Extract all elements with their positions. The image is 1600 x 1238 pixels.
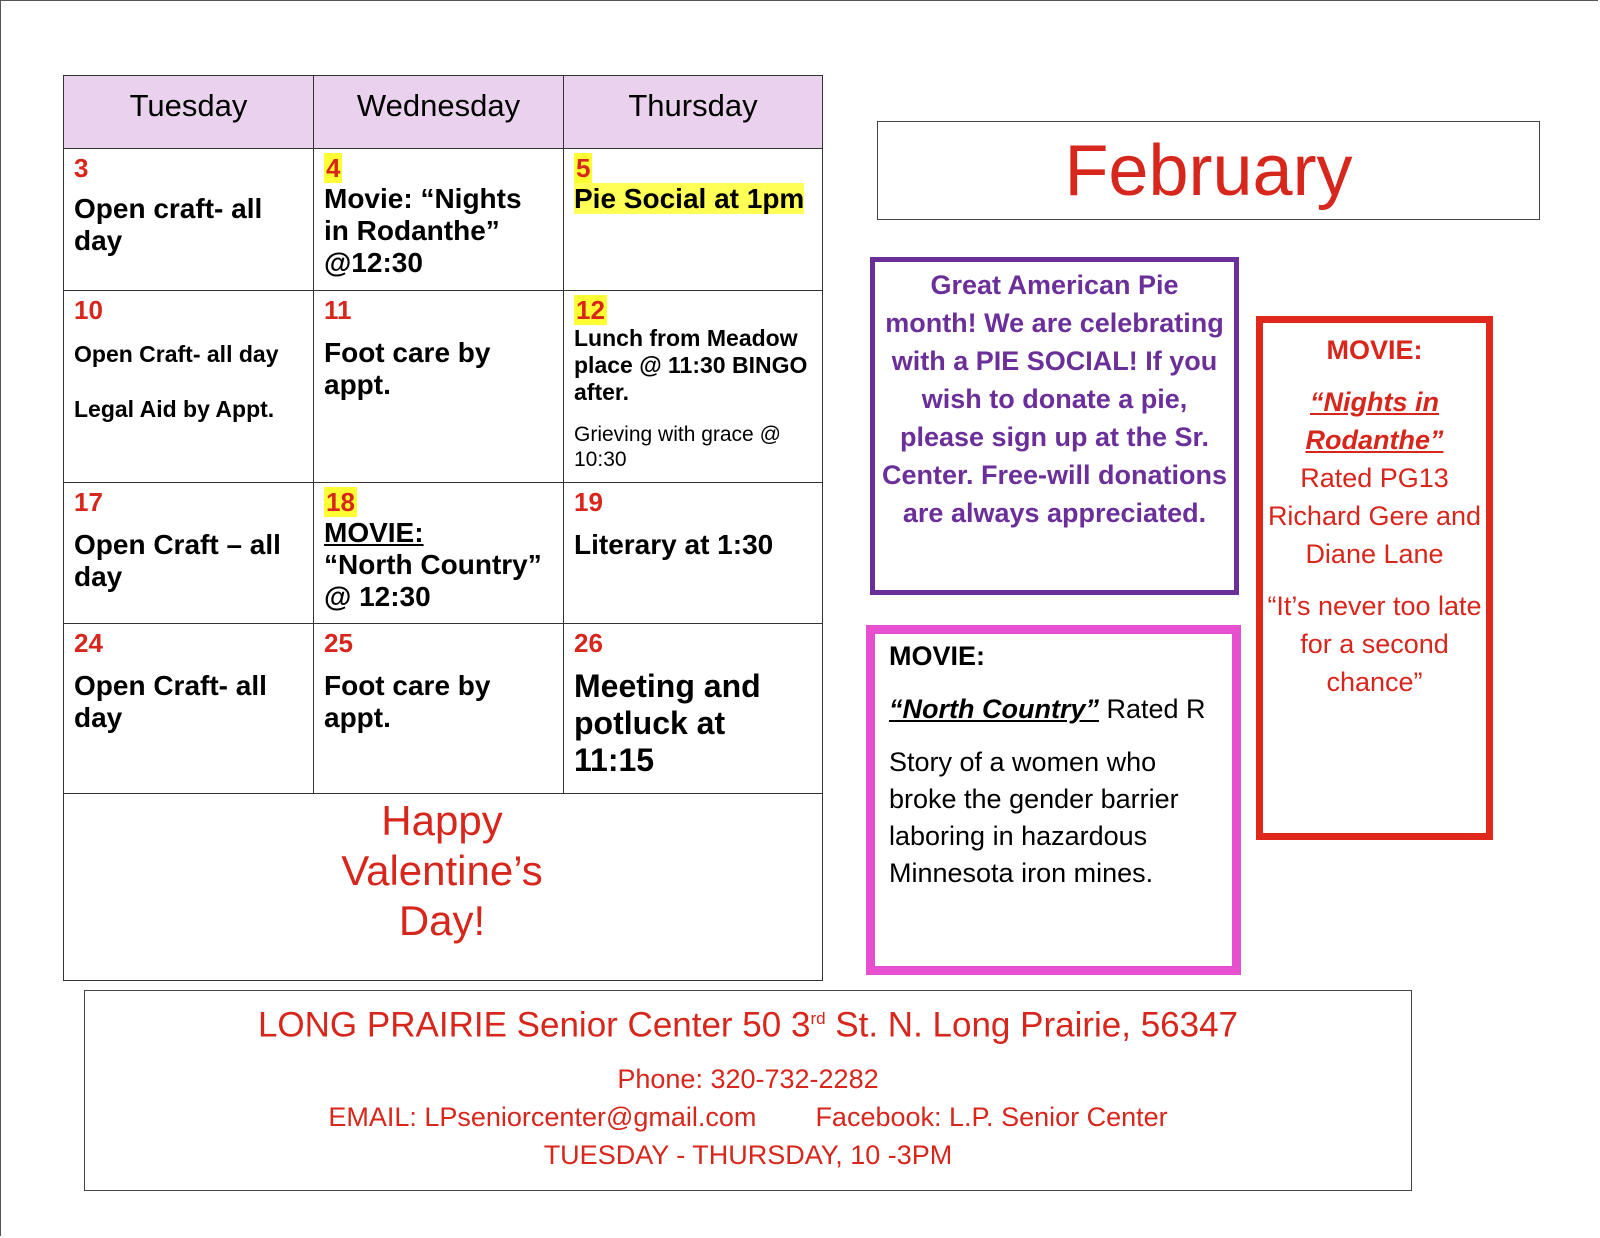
phone-line: Phone: 320-732-2282 xyxy=(617,1063,879,1094)
movie-label: MOVIE: xyxy=(889,641,986,671)
valentine-message: Happy Valentine’s Day! xyxy=(341,797,543,944)
movie-quote: “It’s never too late for a second chance” xyxy=(1267,591,1482,697)
hours-line: TUESDAY - THURSDAY, 10 -3PM xyxy=(543,1139,953,1170)
event-text: Movie: “Nights in Rodanthe” @12:30 xyxy=(324,183,522,278)
contact-footer xyxy=(84,990,1412,1191)
day-number: 24 xyxy=(74,628,103,658)
day-number: 12 xyxy=(576,295,605,325)
event-text: Lunch from Meadow place @ 11:30 BINGO after. xyxy=(574,325,808,405)
calendar-header-row xyxy=(64,76,823,149)
event-text: Foot care by appt. xyxy=(324,670,491,733)
pie-month-text: Great American Pie month! We are celebrating with a PIE SOCIAL! If you wish to donate a pie, please sign up at the Sr. Center. Free-will donations are always appreciated. xyxy=(881,270,1228,528)
day-cell xyxy=(314,149,563,279)
day-number: 17 xyxy=(74,487,103,517)
week-row xyxy=(64,149,823,291)
event-text: Open Craft- all day xyxy=(74,341,279,367)
week-row xyxy=(64,483,823,624)
day-cell xyxy=(314,624,563,734)
address-text: LONG PRAIRIE Senior Center 50 3 xyxy=(257,1005,811,1045)
event-text: Foot care by appt. xyxy=(324,337,491,400)
address-superscript: rd xyxy=(810,1009,826,1028)
movie-details: Rated PG13 Richard Gere and Diane Lane xyxy=(1267,463,1482,569)
day-cell xyxy=(564,624,822,779)
movie-label: MOVIE: xyxy=(1326,335,1423,365)
address-line xyxy=(85,999,1411,1046)
calendar-table xyxy=(63,75,823,981)
month-title-box xyxy=(877,121,1540,220)
facebook-text: Facebook: L.P. Senior Center xyxy=(815,1101,1168,1132)
day-number: 11 xyxy=(324,295,352,325)
header-wednesday: Wednesday xyxy=(314,76,564,149)
day-cell xyxy=(64,483,313,593)
day-number: 3 xyxy=(74,153,89,183)
day-cell xyxy=(564,149,822,215)
header-thursday: Thursday xyxy=(564,76,823,149)
day-cell xyxy=(564,291,822,472)
day-cell xyxy=(314,291,563,401)
day-cell xyxy=(64,624,313,734)
day-cell xyxy=(314,483,563,613)
valentine-row xyxy=(64,794,823,981)
email-facebook-line xyxy=(85,1098,1411,1136)
address-text-end: St. N. Long Prairie, 56347 xyxy=(825,1005,1239,1045)
event-text: Open Craft- all day xyxy=(74,670,267,733)
day-number: 19 xyxy=(574,487,603,517)
day-cell xyxy=(64,291,313,423)
event-label: MOVIE: xyxy=(324,517,424,548)
day-number: 25 xyxy=(324,628,353,658)
movie-description: Story of a women who broke the gender barrier laboring in hazardous Minnesota iron mines. xyxy=(889,747,1179,888)
day-cell xyxy=(564,483,822,561)
day-cell xyxy=(64,149,313,257)
movie-title: “Nights in Rodanthe” xyxy=(1305,387,1444,455)
north-country-box xyxy=(866,625,1241,975)
event-text: Pie Social at 1pm xyxy=(574,183,805,214)
day-number: 26 xyxy=(574,628,603,658)
movie-rating: Rated R xyxy=(1098,694,1206,724)
month-title: February xyxy=(1064,131,1353,211)
event-text: “North Country” @ 12:30 xyxy=(324,549,542,612)
movie-title: “North Country” xyxy=(889,694,1099,724)
event-text: Legal Aid by Appt. xyxy=(74,396,275,422)
day-number: 10 xyxy=(74,295,103,325)
nights-in-rodanthe-box xyxy=(1256,316,1493,840)
day-number: 4 xyxy=(326,153,341,183)
day-number: 18 xyxy=(326,487,355,517)
week-row xyxy=(64,624,823,794)
pie-month-box xyxy=(870,257,1239,595)
week-row xyxy=(64,291,823,483)
event-note: Grieving with grace @ 10:30 xyxy=(574,423,781,471)
email-text: EMAIL: LPseniorcenter@gmail.com xyxy=(328,1101,757,1132)
header-tuesday: Tuesday xyxy=(64,76,314,149)
event-text: Meeting and potluck at 11:15 xyxy=(574,668,761,778)
day-number: 5 xyxy=(576,153,591,183)
event-text: Open Craft – all day xyxy=(74,529,281,592)
event-text: Literary at 1:30 xyxy=(574,529,774,560)
event-text: Open craft- all day xyxy=(74,193,263,256)
